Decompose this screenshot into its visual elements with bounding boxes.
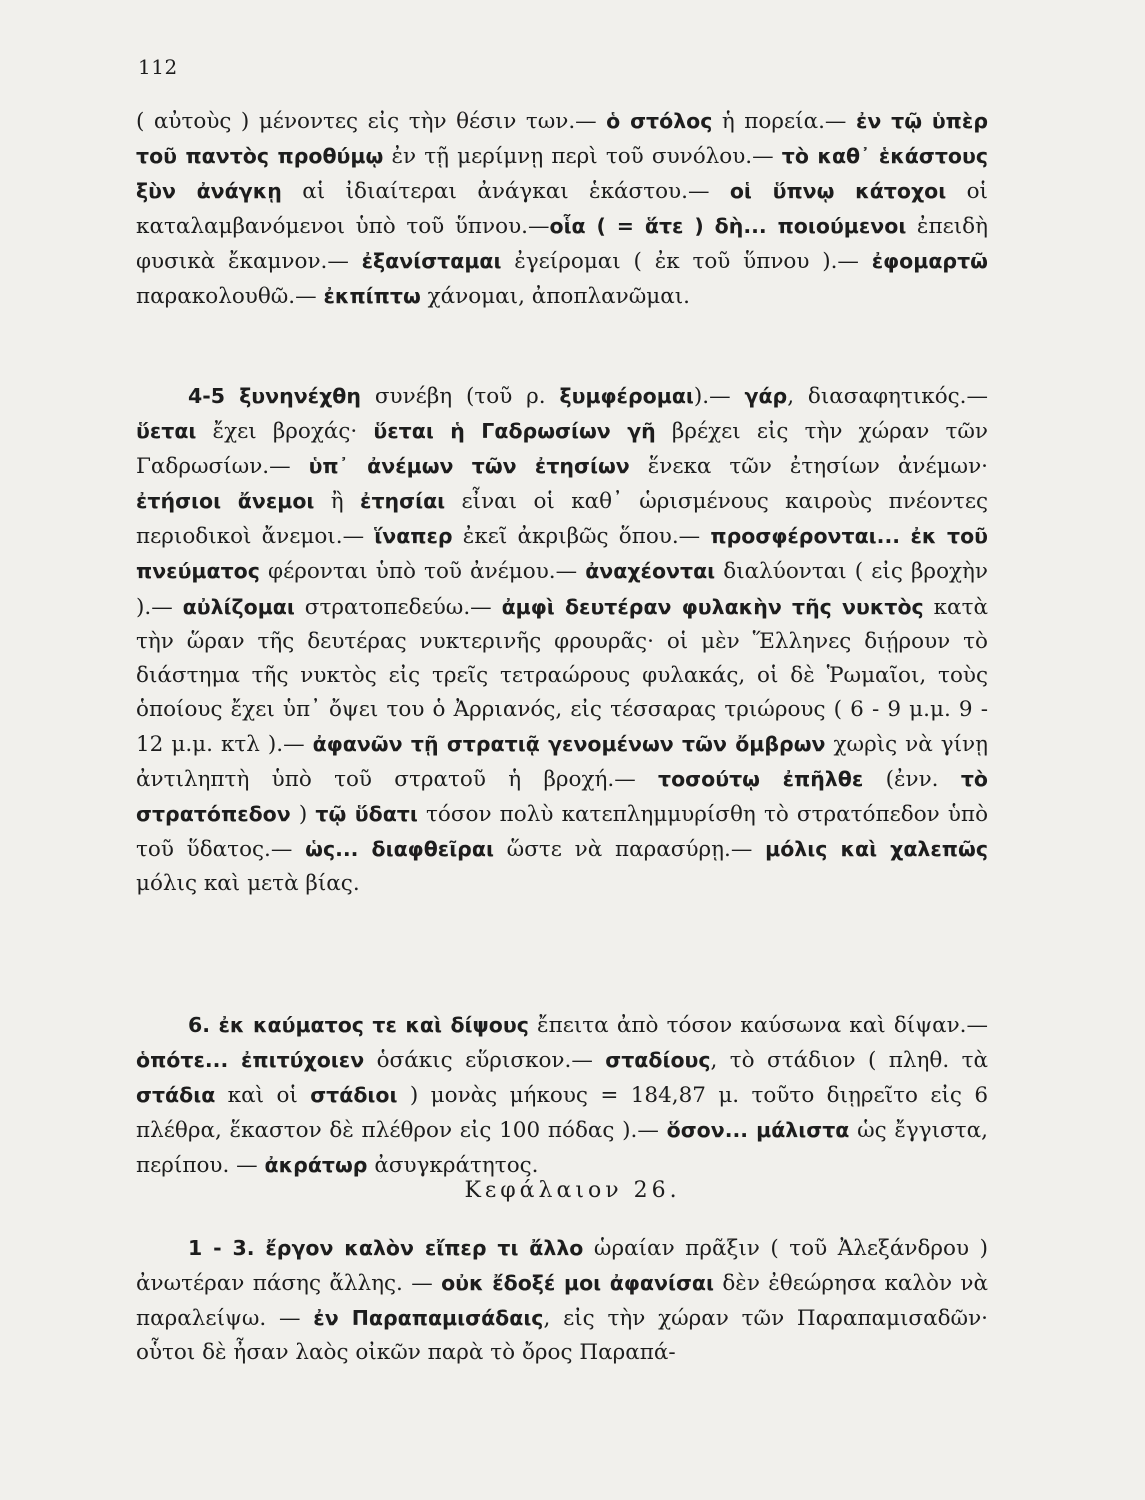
lemma-term: ἐτήσιοι ἄνεμοι: [136, 489, 315, 514]
gloss-text: χάνομαι, ἀποπλανῶμαι.: [420, 284, 690, 310]
lemma-term: ἀναχέονται: [585, 559, 716, 584]
lemma-term: οὐκ ἔδοξέ μοι ἀφανίσαι: [441, 1271, 714, 1296]
gloss-text: , τὸ στάδιον ( πληθ. τὰ: [710, 1048, 988, 1074]
gloss-text: στρατοπεδεύω.—: [294, 594, 502, 620]
lemma-term: ὕεται: [136, 419, 197, 444]
gloss-text: ἔπειτα ἀπὸ τόσον καύσωνα καὶ δίψαν.—: [528, 1013, 988, 1038]
gloss-text: ἀσυγκράτητος.: [367, 1153, 539, 1179]
gloss-text: ἢ: [314, 489, 361, 515]
lemma-term: ἐφομαρτῶ: [871, 249, 988, 274]
lemma-term: τὸ καθ᾽ ἑκάστους ξὺν ἀνάγκῃ: [136, 144, 989, 204]
lemma-term: ὁ στόλος: [606, 109, 713, 133]
lemma-term: ὁπότε... ἐπιτύχοιεν: [136, 1048, 365, 1073]
page-number: 112: [138, 55, 178, 79]
lemma-term: σταδίους: [605, 1048, 711, 1073]
lemma-term: ὕεται ἡ Γαδρωσίων γῆ: [373, 419, 656, 444]
gloss-text: ὡραίαν πρᾶξιν ( τοῦ Ἀλεξάνδρου ) ἀνωτέραν πάσης ἄλλης. —: [136, 1236, 988, 1297]
gloss-text: ὡς ἔγγιστα, περίπου. —: [136, 1118, 988, 1179]
gloss-text: ἐκεῖ ἀκριβῶς ὅπου.—: [452, 524, 711, 550]
gloss-text: ( αὐτοὺς ) μένοντες εἰς τὴν θέσιν των.—: [136, 109, 607, 134]
glossary-paragraph-2: [136, 379, 988, 901]
gloss-text: οἱ καταλαμβανόμενοι ὑπὸ τοῦ ὕπνου.—: [136, 179, 988, 240]
lemma-term: ἐξανίσταμαι: [361, 249, 502, 274]
gloss-text: κατὰ τὴν ὥραν τῆς δευτέρας νυκτερινῆς φρουρᾶς· οἱ μὲν Ἕλληνες διῄρουν τὸ διάστημα τῆς νυκτὸς εἰς τρεῖς τετραώρους φυλακάς, οἱ δὲ Ῥωμαῖοι, τοὺς ὁποίους ἔχει ὑπ᾽ ὄψει του ὁ Ἀρριανός, εἰς τέσσαρας τριώρους ( 6 - 9 μ.μ. 9 - 12 μ.μ. κτλ ).—: [136, 594, 988, 757]
lemma-term: 1 - 3. ἔργον καλὸν εἴπερ τι ἄλλο: [188, 1236, 584, 1260]
lemma-term: αὐλίζομαι: [182, 594, 295, 619]
gloss-text: εἶναι οἱ καθ᾽ ὡρισμένους καιροὺς πνέοντες περιοδικοὶ ἄνεμοι.—: [136, 489, 988, 550]
lemma-term: ἀκράτωρ: [264, 1153, 368, 1178]
gloss-text: καὶ οἱ: [215, 1083, 311, 1109]
gloss-text: ἐγείρομαι ( ἐκ τοῦ ὕπνου ).—: [501, 249, 872, 275]
gloss-text: , διασαφητικός.—: [787, 384, 989, 409]
lemma-term: ὡς... διαφθεῖραι: [305, 837, 494, 862]
lemma-term: τοσούτῳ ἐπῆλθε: [658, 767, 864, 792]
lemma-term: τὸ στρατόπεδον: [136, 767, 988, 827]
lemma-term: ἐν Παραπαμισάδαις: [313, 1306, 544, 1331]
glossary-paragraph-1: [136, 104, 988, 315]
chapter-heading: Κεφάλαιον 26.: [464, 1178, 681, 1203]
lemma-term: ἐν τῷ ὑπὲρ τοῦ παντὸς προθύμῳ: [136, 109, 988, 169]
lemma-term: μόλις καὶ χαλεπῶς: [765, 837, 988, 862]
lemma-term: στάδια: [136, 1083, 216, 1108]
gloss-text: ἕνεκα τῶν ἐτησίων ἀνέμων·: [629, 454, 988, 480]
gloss-text: διαλύονται ( εἰς βροχὴν ).—: [136, 559, 988, 620]
lemma-term: γάρ: [744, 384, 788, 408]
gloss-text: φέρονται ὑπὸ τοῦ ἀνέμου.—: [259, 559, 586, 585]
gloss-text: δὲν ἐθεώρησα καλὸν νὰ παραλείψω. —: [136, 1271, 988, 1332]
lemma-term: ὑπ᾽ ἀνέμων τῶν ἐτησίων: [308, 454, 630, 479]
lemma-term: 4-5 ξυνηνέχθη: [188, 384, 361, 408]
gloss-text: βρέχει εἰς τὴν χώραν τῶν Γαδρωσίων.—: [136, 419, 988, 480]
lemma-term: οἷα ( = ἅτε ) δὴ... ποιούμενοι: [549, 214, 907, 239]
lemma-term: ὅσον... μάλιστα: [666, 1118, 850, 1143]
gloss-text: μόλις καὶ μετὰ βίας.: [136, 871, 360, 897]
gloss-text: συνέβη (τοῦ ρ.: [361, 384, 560, 409]
gloss-text: ) μονὰς μήκους = 184,87 μ. τοῦτο διῃρεῖτο εἰς 6 πλέθρα, ἕκαστον δὲ πλέθρον εἰς 100 πόδας ).—: [136, 1083, 989, 1144]
glossary-paragraph-3: [136, 1008, 988, 1183]
lemma-term: ξυμφέρομαι: [559, 384, 694, 408]
gloss-text: ἐν τῇ μερίμνῃ περὶ τοῦ συνόλου.—: [383, 144, 782, 170]
lemma-term: ἀμφὶ δευτέραν φυλακὴν τῆς νυκτὸς: [501, 594, 924, 619]
lemma-term: ἵναπερ: [374, 524, 453, 549]
gloss-text: τόσον πολὺ κατεπλημμυρίσθη τὸ στρατόπεδον ὑπὸ τοῦ ὕδατος.—: [136, 802, 989, 863]
gloss-text: ἐπειδὴ φυσικὰ ἔκαμνον.—: [136, 214, 988, 275]
gloss-text: ἔχει βροχάς·: [196, 419, 374, 445]
gloss-text: ).—: [693, 384, 745, 409]
lemma-term: στάδιοι: [310, 1083, 398, 1108]
lemma-term: ἀφανῶν τῇ στρατιᾷ γενομένων τῶν ὄμβρων: [312, 731, 826, 756]
gloss-text: , εἰς τὴν χώραν τῶν Παραπαμισαδῶν· οὗτοι δὲ ἦσαν λαὸς οἰκῶν παρὰ τὸ ὄρος Παραπά-: [136, 1306, 988, 1366]
gloss-text: ὁσάκις εὕρισκον.—: [364, 1048, 606, 1074]
lemma-term: οἱ ὕπνῳ κάτοχοι: [729, 179, 947, 204]
gloss-text: χωρὶς νὰ γίνῃ ἀντιληπτὴ ὑπὸ τοῦ στρατοῦ ἡ βροχή.—: [136, 731, 988, 793]
glossary-paragraph-4: [136, 1231, 988, 1370]
lemma-term: τῷ ὕδατι: [315, 802, 418, 827]
gloss-text: ἡ πορεία.—: [712, 109, 856, 134]
lemma-term: προσφέρονται... ἐκ τοῦ πνεύματος: [136, 524, 988, 584]
lemma-term: ἐτησίαι: [360, 489, 446, 514]
gloss-text: ὥστε νὰ παρασύρῃ.—: [493, 837, 766, 863]
lemma-term: 6. ἐκ καύματος τε καὶ δίψους: [188, 1013, 529, 1037]
gloss-text: αἱ ἰδιαίτεραι ἀνάγκαι ἑκάστου.—: [281, 179, 730, 205]
gloss-text: (ἐνν.: [863, 767, 961, 793]
gloss-text: ): [290, 802, 316, 828]
gloss-text: παρακολουθῶ.—: [136, 284, 324, 310]
lemma-term: ἐκπίπτω: [323, 284, 421, 309]
